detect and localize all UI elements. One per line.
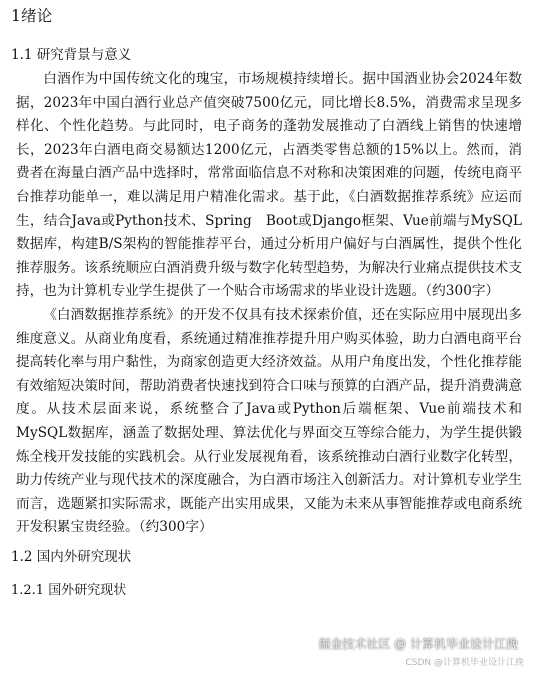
paragraph-background: 白酒作为中国传统文化的瑰宝，市场规模持续增长。据中国酒业协会2024年数据，2023年中国白酒行业总产值突破7500亿元，同比增长8.5%，消费需求呈现多样化、个性化趋势。与此同时，电子商务的蓬勃发展推动了白酒线上销售的快速增长，2023年白酒电商交易额达1200亿元，占酒类零售总额的15%以上。然而，消费者在海量白酒产品中选择时，常常面临信息不对称和决策困难的问题，传统电商平台推荐功能单一，难以满足用户精准化需求。基于此，《白酒数据推荐系统》应运而生，结合Java或Python技术、Spring Boot或Django框架、Vue前端与MySQL数据库，构建B/S架构的智能推荐平台，通过分析用户偏好与白酒属性，提供个性化推荐服务。该系统顺应白酒消费升级与数字化转型趋势，为解决行业痛点提供技术支持，也为计算机专业学生提供了一个贴合市场需求的毕业设计选题。（约300字）	[16, 71, 522, 300]
section-1-2-title: 1.2 国内外研究现状	[11, 548, 132, 565]
chapter-title: 1绪论	[11, 7, 53, 25]
section-1-1-title: 1.1 研究背景与意义	[11, 47, 132, 63]
csdn-watermark: CSDN @计算机毕业设计江挽	[405, 658, 524, 668]
watermark-text: 掘金技术社区 @ 计算机毕业设计江挽	[318, 637, 518, 651]
section-1-2-1-title: 1.2.1 国外研究现状	[11, 582, 127, 598]
juejin-watermark	[318, 635, 518, 652]
paragraph-significance: 《白酒数据推荐系统》的开发不仅具有技术探索价值，还在实际应用中展现出多维度意义。从商业角度看，系统通过精准推荐提升用户购买体验，助力白酒电商平台提高转化率与用户黏性，为商家创造更大经济效益。从用户角度出发，个性化推荐能有效缩短决策时间，帮助消费者快速找到符合口味与预算的白酒产品，提升消费满意度。从技术层面来说，系统整合了Java或Python后端框架、Vue前端技术和MySQL数据库，涵盖了数据处理、算法优化与界面交互等综合能力，为学生提供锻炼全栈开发技能的实践机会。从行业发展视角看，该系统推动白酒行业数字化转型，助力传统产业与现代技术的深度融合，为白酒市场注入创新活力。对计算机专业学生而言，选题紧扣实际需求，既能产出实用成果，又能为未来从事智能推荐或电商系统开发积累宝贵经验。（约300字）	[16, 306, 522, 536]
